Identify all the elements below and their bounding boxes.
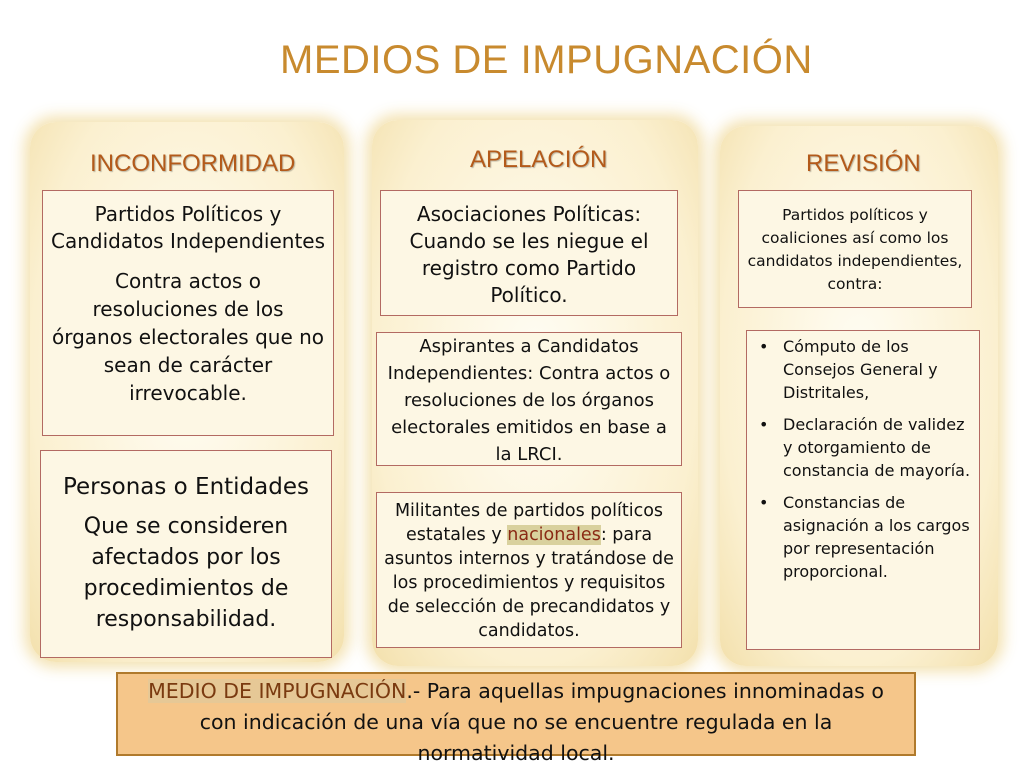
list-item-text: Cómputo de los Consejos General y Distritales, xyxy=(783,337,938,402)
list-item xyxy=(759,335,971,404)
list-item xyxy=(759,491,971,583)
page-title: MEDIOS DE IMPUGNACIÓN xyxy=(280,38,813,82)
footer-note xyxy=(116,672,916,765)
apelacion-subject-asociaciones: Asociaciones Políticas: xyxy=(416,202,642,226)
revision-text-2: , contra: xyxy=(827,252,963,293)
apelacion-subject-aspirantes: Aspirantes a Candidatos Independientes xyxy=(387,336,639,384)
revision-subject-candidatos: candidatos independientes xyxy=(747,252,958,270)
apelacion-term-estatales: estatales xyxy=(405,525,486,545)
apelacion-term-nacionales: nacionales xyxy=(507,525,601,545)
inconformidad-description-personas: Que se consideren afectados por los procedimientos de responsabilidad. xyxy=(83,514,289,632)
footer-text: .- Para aquellas impugnaciones innominadas o con indicación de una vía que no se encuentre regulada en la normatividad local. xyxy=(199,679,884,765)
revision-box-intro xyxy=(738,190,972,308)
apelacion-box-aspirantes xyxy=(376,332,682,466)
inconformidad-description-partidos: Contra actos o resoluciones de los órganos electorales que no sean de carácter irrevocable. xyxy=(51,269,325,405)
bullet-icon: • xyxy=(759,493,769,512)
footer-lead: MEDIO DE IMPUGNACIÓN xyxy=(148,679,407,703)
bullet-icon: • xyxy=(759,415,769,434)
apelacion-box-militantes xyxy=(376,492,682,648)
list-item xyxy=(759,413,971,482)
apelacion-text-militantes-3: : para asuntos internos y tratándose de los procedimientos y requisitos de selección de precandidatos y candidatos. xyxy=(384,525,674,641)
revision-subject-partidos: Partidos políticos y coaliciones xyxy=(761,206,928,247)
bullet-icon: • xyxy=(759,337,769,356)
inconformidad-subject-personas: Personas o Entidades xyxy=(62,474,309,500)
apelacion-text-militantes-1: de partidos políticos xyxy=(480,501,664,521)
inconformidad-subject-partidos: Partidos Políticos y Candidatos Independientes xyxy=(51,202,326,253)
apelacion-text-militantes-2: y xyxy=(485,525,508,545)
apelacion-description-asociaciones: Cuando se les niegue el registro como Partido Político. xyxy=(409,229,649,307)
list-item-text: Constancias de asignación a los cargos por representación proporcional. xyxy=(783,493,970,581)
revision-box-list xyxy=(746,330,980,650)
inconformidad-heading: INCONFORMIDAD xyxy=(90,150,296,177)
inconformidad-box-personas xyxy=(40,450,332,658)
revision-list xyxy=(753,335,971,583)
list-item-text: Declaración de validez y otorgamiento de constancia de mayoría. xyxy=(783,415,971,480)
apelacion-description-aspirantes: : Contra actos o resoluciones de los órganos electorales emitidos en base a la LRCI. xyxy=(391,363,671,465)
inconformidad-box-partidos xyxy=(42,190,334,436)
apelacion-subject-militantes: Militantes xyxy=(394,501,481,521)
revision-text-1: así como los xyxy=(847,229,949,247)
apelacion-heading: APELACIÓN xyxy=(470,146,608,173)
revision-heading: REVISIÓN xyxy=(806,150,921,177)
apelacion-box-asociaciones xyxy=(380,190,678,316)
